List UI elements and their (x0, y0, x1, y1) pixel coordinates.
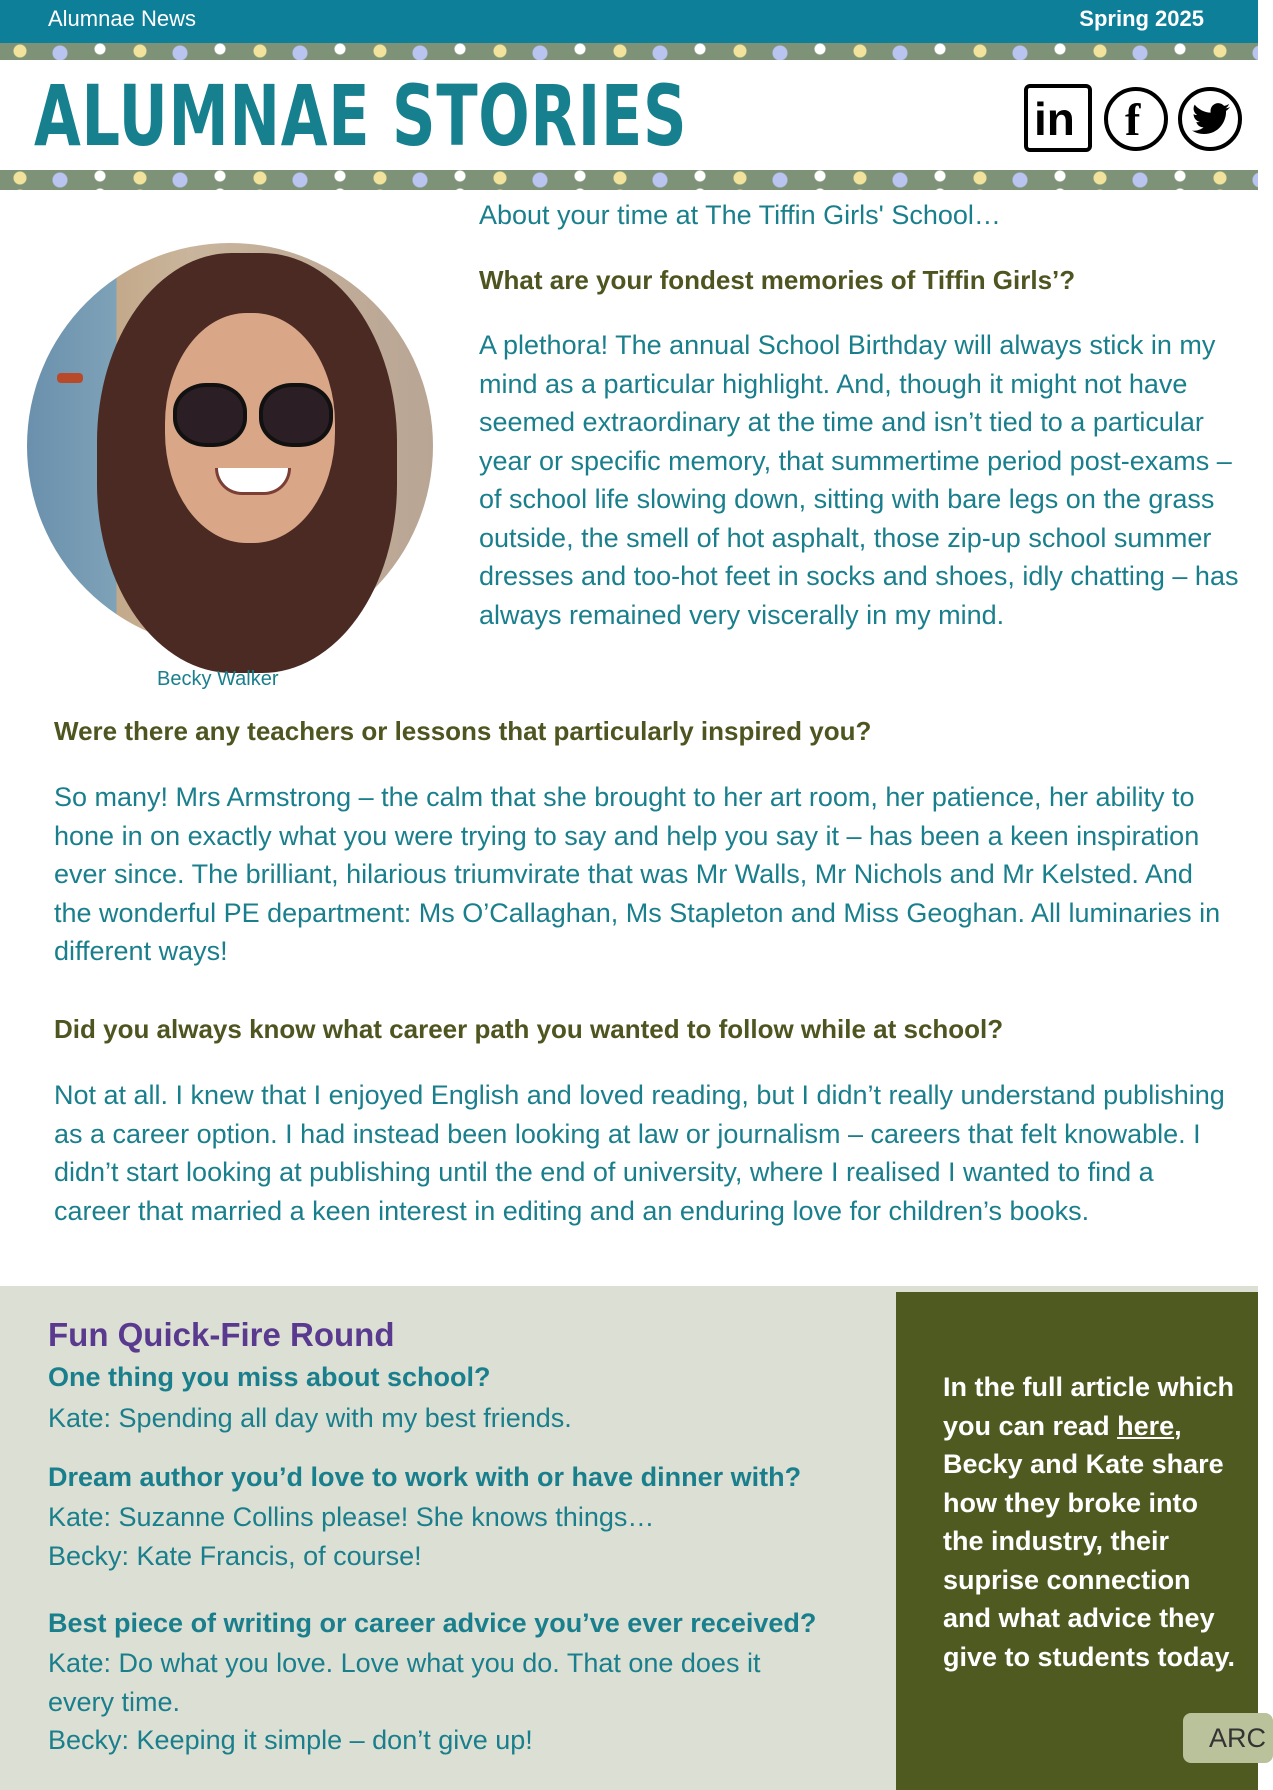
twitter-icon[interactable] (1178, 87, 1242, 151)
quickfire-title: Fun Quick-Fire Round (48, 1316, 395, 1353)
question-career-path: Did you always know what career path you wanted to follow while at school? (54, 1014, 1004, 1044)
profile-photo (27, 243, 433, 649)
sunglasses-left-lens (173, 383, 247, 447)
archive-button[interactable]: ARC (1183, 1713, 1273, 1763)
quickfire-question-2: Dream author you’d love to work with or have dinner with? (48, 1462, 802, 1492)
quickfire-answer-1-kate: Kate: Spending all day with my best friends. (48, 1403, 572, 1433)
photo-caption: Becky Walker (157, 668, 279, 690)
question-teachers: Were there any teachers or lessons that particularly inspired you? (54, 716, 872, 746)
sunglasses-right-lens (259, 383, 333, 447)
flower-strip-top (0, 43, 1258, 60)
quickfire-question-3: Best piece of writing or career advice you’ve ever received? (48, 1608, 817, 1638)
linkedin-icon[interactable] (1024, 84, 1092, 152)
promo-text-before: In the full article which you can read (943, 1372, 1235, 1441)
answer-career-path: Not at all. I knew that I enjoyed English and loved reading, but I didn’t really understand publishing as a career option. I had instead been looking at law or journalism – careers that felt knowable. I didn’t start looking at publishing until the end of university, where I realised I wanted to find a career that married a keen interest in editing and an enduring love for children’s books. (54, 1080, 1225, 1226)
promo-text-after: , Becky and Kate share how they broke into the industry, their suprise connection and what advice they give to students today. (943, 1410, 1236, 1672)
boat-shape (57, 373, 83, 383)
article-promo-text (943, 1368, 1243, 1676)
quickfire-answer-3-becky: Becky: Keeping it simple – don’t give up! (48, 1725, 533, 1755)
article-link[interactable]: here (1117, 1410, 1175, 1441)
facebook-icon[interactable] (1104, 87, 1168, 151)
quickfire-answer-2-becky: Becky: Kate Francis, of course! (48, 1541, 422, 1571)
facebook-glyph: f (1125, 94, 1141, 145)
answer-teachers: So many! Mrs Armstrong – the calm that she brought to her art room, her patience, her ability to hone in on exactly what you were trying to say and help you say it – has been a keen inspiration ever since. The brilliant, hilarious triumvirate that was Mr Walls, Mr Nichols and Mr Kelsted. And the wonderful PE department: Ms O’Callaghan, Ms Stapleton and Miss Geoghan. All luminaries in different ways! (54, 782, 1221, 966)
flower-strip-bottom (0, 170, 1258, 190)
page-title: ALUMNAE STORIES (34, 67, 688, 165)
issue-label: Spring 2025 (1079, 6, 1204, 31)
section-label: Alumnae News (48, 6, 196, 31)
banner (0, 60, 1258, 170)
quickfire-answer-2-kate: Kate: Suzanne Collins please! She knows things… (48, 1502, 655, 1532)
linkedin-glyph: in (1034, 93, 1075, 145)
answer-fondest-memories: A plethora! The annual School Birthday will always stick in my mind as a particular highlight. And, though it might not have seemed extraordinary at the time and isn’t tied to a particular year or specific memory, that summertime period post-exams – of school life slowing down, sitting with bare legs on the grass outside, the smell of hot asphalt, those zip-up school summer dresses and too-hot feet in socks and shoes, idly chatting – has always remained very viscerally in my mind. (479, 330, 1239, 630)
question-fondest-memories: What are your fondest memories of Tiffin Girls’? (479, 265, 1076, 295)
interview-intro: About your time at The Tiffin Girls' School… (479, 200, 1001, 230)
quickfire-answer-3-kate: Kate: Do what you love. Love what you do. That one does it every time. (48, 1648, 761, 1717)
top-bar (0, 0, 1258, 43)
quickfire-question-1: One thing you miss about school? (48, 1362, 491, 1392)
